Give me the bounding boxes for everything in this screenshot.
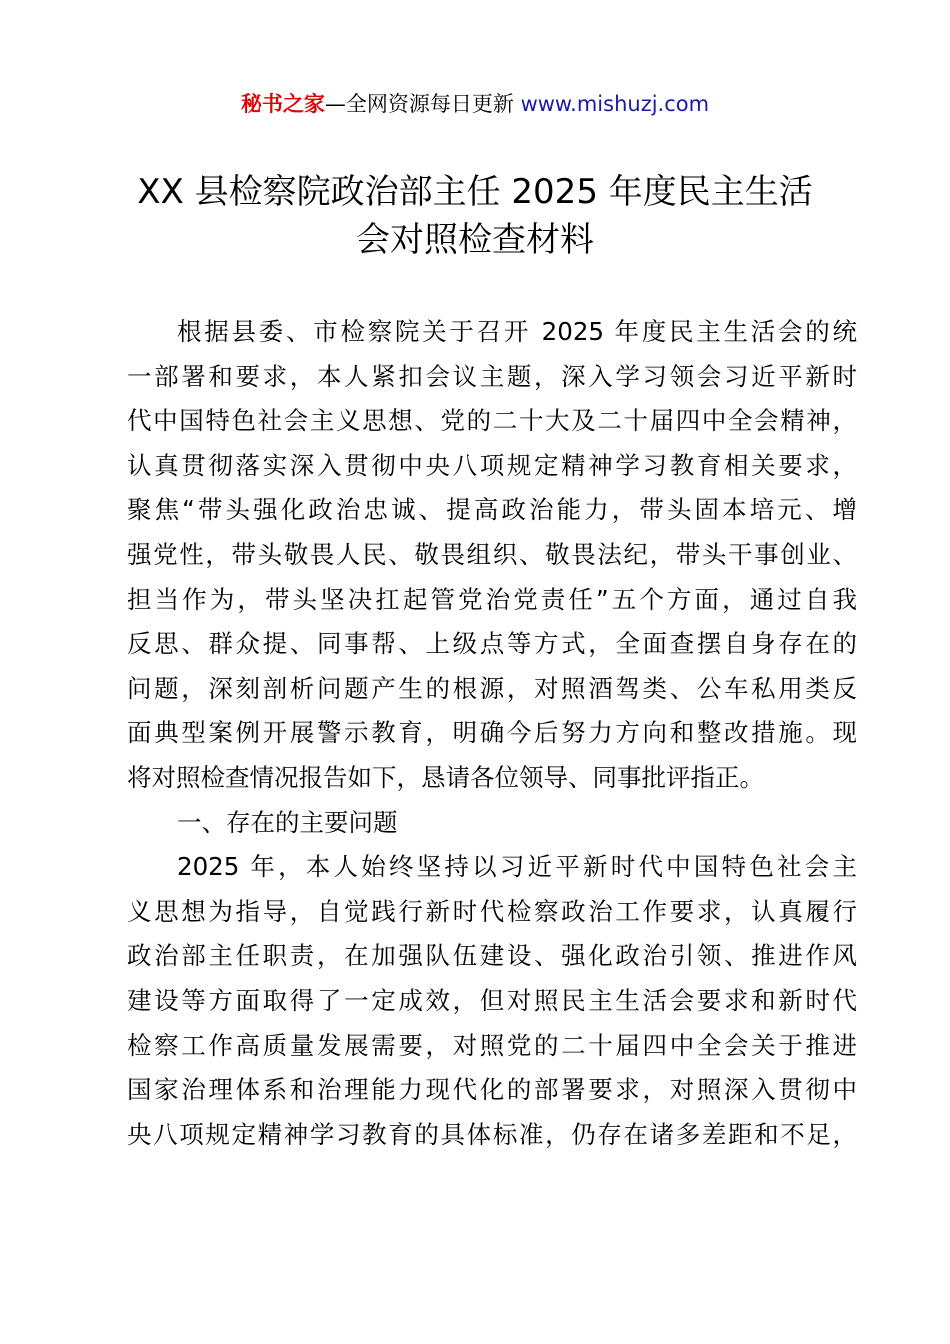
document-title bbox=[90, 168, 860, 264]
paragraph-intro-line: 担当作为，带头坚决扛起管党治党责任”五个方面，通过自我 bbox=[127, 584, 857, 614]
paragraph-section-line: 检察工作高质量发展需要，对照党的二十届四中全会关于推进 bbox=[127, 1030, 857, 1060]
paragraph-section-line: 国家治理体系和治理能力现代化的部署要求，对照深入贯彻中 bbox=[127, 1075, 857, 1105]
title-line-2: 会对照检查材料 bbox=[356, 220, 594, 260]
site-brand: 秘书之家 bbox=[240, 92, 325, 116]
paragraph-section-line: 政治部主任职责，在加强队伍建设、强化政治引领、推进作风 bbox=[127, 941, 857, 971]
paragraph-intro-line: 反思、群众提、同事帮、上级点等方式，全面查摆自身存在的 bbox=[127, 629, 857, 659]
paragraph-intro-line: 将对照检查情况报告如下，恳请各位领导、同事批评指正。 bbox=[127, 762, 764, 792]
paragraph-intro-line: 一部署和要求，本人紧扣会议主题，深入学习领会习近平新时 bbox=[127, 361, 857, 391]
paragraph-section-line: 2025 年，本人始终坚持以习近平新时代中国特色社会主 bbox=[177, 852, 857, 882]
paragraph-intro-line: 根据县委、市检察院关于召开 2025 年度民主生活会的统 bbox=[177, 317, 857, 346]
paragraph-intro-line: 面典型案例开展警示教育，明确今后努力方向和整改措施。现 bbox=[127, 718, 857, 748]
paragraph-intro-line: 问题，深刻剖析问题产生的根源，对照酒驾类、公车私用类反 bbox=[127, 673, 857, 703]
paragraph-section-line: 义思想为指导，自觉践行新时代检察政治工作要求，认真履行 bbox=[127, 896, 857, 926]
site-url-link[interactable]: www.mishuzj.com bbox=[520, 92, 710, 116]
section-heading: 一、存在的主要问题 bbox=[177, 807, 398, 837]
paragraph-intro-line: 代中国特色社会主义思想、党的二十大及二十届四中全会精神， bbox=[127, 406, 857, 436]
paragraph-intro-line: 聚焦“带头强化政治忠诚、提高政治能力，带头固本培元、增 bbox=[127, 495, 857, 525]
site-header bbox=[0, 88, 950, 120]
paragraph-intro-line: 认真贯彻落实深入贯彻中央八项规定精神学习教育相关要求， bbox=[127, 450, 857, 480]
paragraph-intro-line: 强党性，带头敬畏人民、敬畏组织、敬畏法纪，带头干事创业、 bbox=[127, 539, 857, 569]
site-tagline: —全网资源每日更新 bbox=[324, 92, 521, 116]
document-body bbox=[127, 310, 857, 1157]
paragraph-section-line: 建设等方面取得了一定成效，但对照民主生活会要求和新时代 bbox=[127, 985, 857, 1015]
paragraph-section-line: 央八项规定精神学习教育的具体标准，仍存在诸多差距和不足， bbox=[127, 1119, 857, 1149]
title-line-1: XX 县检察院政治部主任 2025 年度民主生活 bbox=[137, 172, 813, 212]
